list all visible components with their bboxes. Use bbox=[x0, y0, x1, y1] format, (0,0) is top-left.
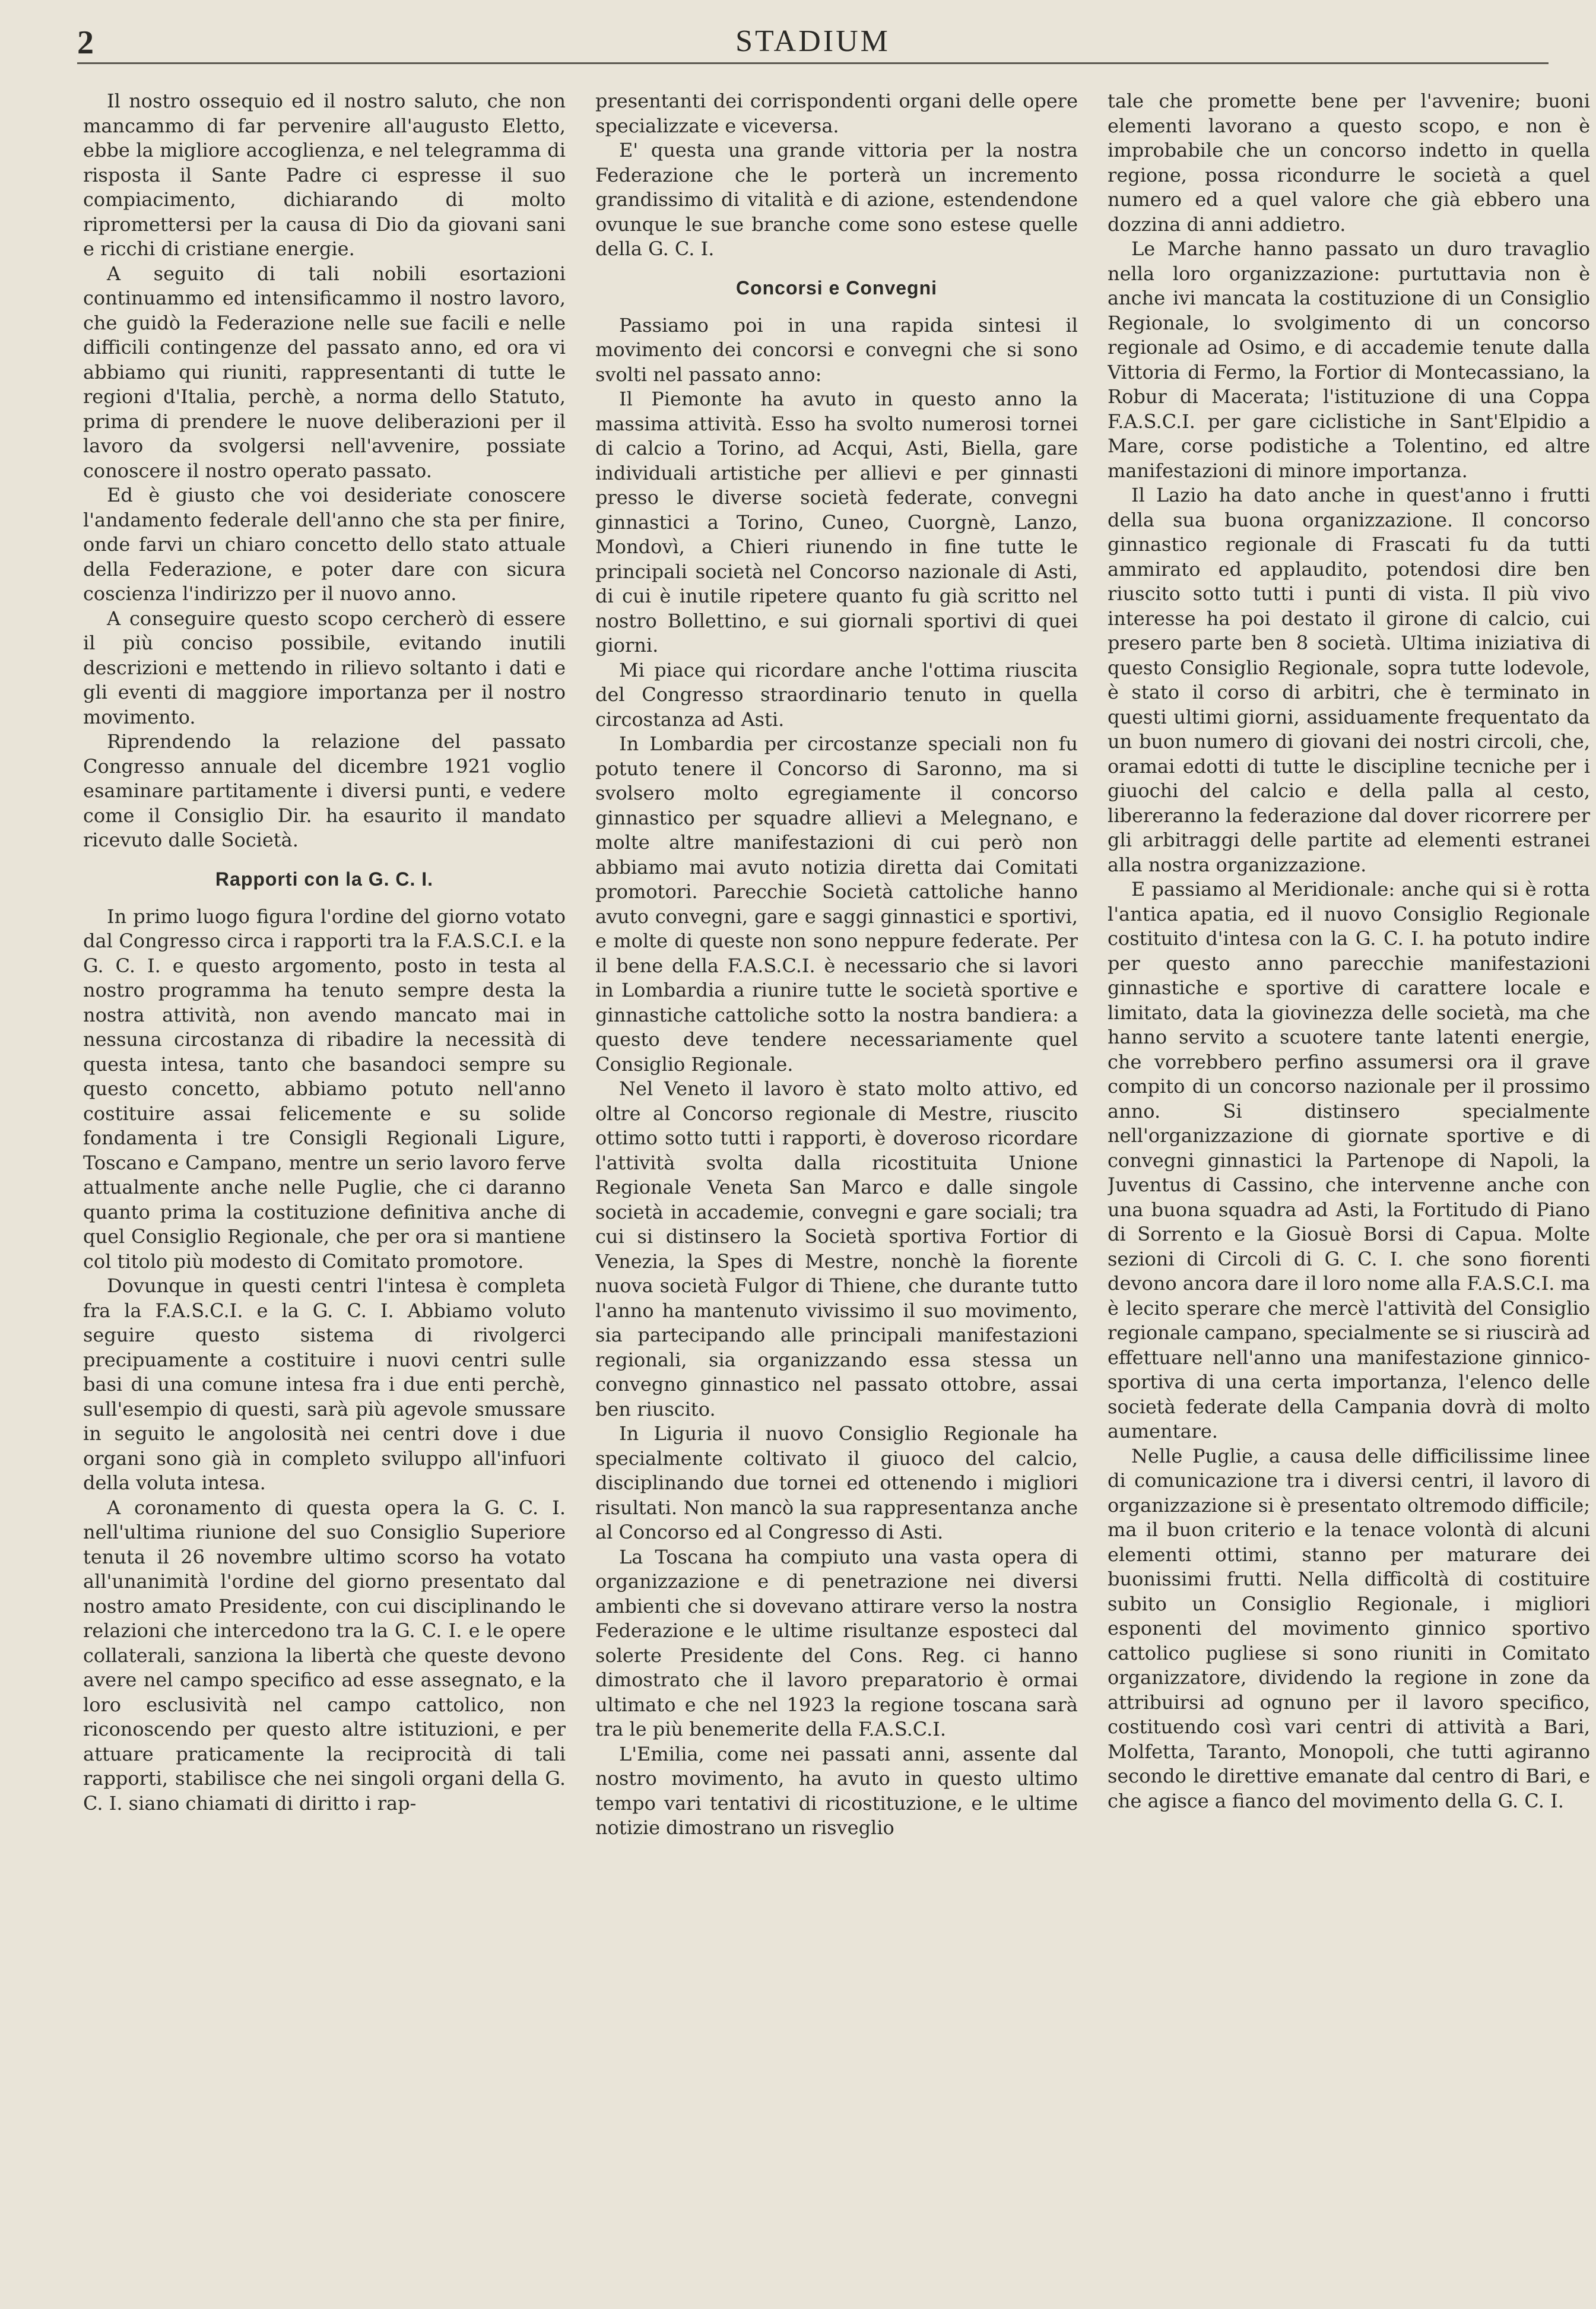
paragraph: L'Emilia, come nei passati anni, assente dal nostro movimento, ha avuto in questo ultimo tempo vari tentativi di ricostituzione, e le ultime notizie dimostrano un risveglio bbox=[595, 1742, 1078, 1839]
paragraph: Il Piemonte ha avuto in questo anno la massima attività. Esso ha svolto numerosi tornei di calcio a Torino, ad Acqui, Asti, Biella, gare individuali artistiche per allievi e per ginnasti presso le diverse società federate, convegni ginnastici a Torino, Cuneo, Cuorgnè, Lanzo, Mondovì, a Chieri riunendo in fine tutte le principali società nel Concorso nazionale di Asti, di cui è inutile ripetere quanto fu già scritto nel nostro Bollettino, e sui giornali sportivi di quei giorni. bbox=[595, 388, 1078, 656]
page-header bbox=[77, 21, 1549, 64]
column-2 bbox=[595, 89, 1078, 2256]
column-1 bbox=[83, 89, 566, 2256]
paragraph: E' questa una grande vittoria per la nostra Federazione che le porterà un incremento grandissimo di vitalità e di azione, estendendone ovunque le sue branche come sono estese quelle della G. C. I. bbox=[595, 139, 1078, 260]
page-number: 2 bbox=[77, 24, 94, 61]
paragraph: Nelle Puglie, a causa delle difficilissime linee di comunicazione tra i diversi centri, il lavoro di organizzazione si è presentato oltremodo difficile; ma il buon criterio e la tenace volontà di alcuni elementi ottimi, stanno per maturare dei buonissimi frutti. Nella difficoltà di costituire subito un Consiglio Regionale, i migliori esponenti del movimento ginnico sportivo cattolico pugliese si sono riuniti in Comitato organizzatore, dividendo la regione in zone da attribuirsi ad ognuno per il lavoro specifico, costituendo così vari centri di attività a Bari, Molfetta, Taranto, Monopoli, che tutti agiranno secondo le direttive emanate dal centro di Bari, e che agisce a fianco del movimento della G. C. I. bbox=[1108, 1444, 1590, 1812]
article-columns bbox=[83, 89, 1591, 2256]
paragraph: presentanti dei corrispondenti organi delle opere specializzate e viceversa. bbox=[595, 90, 1078, 137]
paragraph: Mi piace qui ricordare anche l'ottima riuscita del Congresso straordinario tenuto in quella circostanza ad Asti. bbox=[595, 658, 1078, 731]
paragraph: Ed è giusto che voi desideriate conoscere l'andamento federale dell'anno che sta per finire, onde farvi un chiaro concetto dello stato attuale della Federazione, e poter dare con sicura coscienza l'indirizzo per il nuovo anno. bbox=[83, 484, 566, 605]
paragraph: La Toscana ha compiuto una vasta opera di organizzazione e di penetrazione nei diversi ambienti che si dovevano attirare verso la nostra Federazione e le ultime risultanze esposteci dal solerte Presidente del Cons. Reg. ci hanno dimostrato che il lavoro preparatorio è ormai ultimato e che nel 1923 la regione toscana sarà tra le più benemerite della F.A.S.C.I. bbox=[595, 1545, 1078, 1740]
paragraph: Le Marche hanno passato un duro travaglio nella loro organizzazione: purtuttavia non è anche ivi mancata la costituzione di un Consiglio Regionale, lo svolgimento di un concorso regionale ad Osimo, e di accademie tenute dalla Vittoria di Fermo, la Fortior di Montecassiano, la Robur di Macerata; l'istituzione di una Coppa F.A.S.C.I. per gare ciclistiche in Sant'Elpidio a Mare, corse podistiche a Tolentino, ed altre manifestazioni di minore importanza. bbox=[1108, 237, 1590, 482]
paragraph: Riprendendo la relazione del passato Congresso annuale del dicembre 1921 voglio esaminare partitamente i diversi punti, e vedere come il Consiglio Dir. ha esaurito il mandato ricevuto dalle Società. bbox=[83, 730, 566, 851]
paragraph: A seguito di tali nobili esortazioni continuammo ed intensificammo il nostro lavoro, che guidò la Federazione nelle sue facili e nelle difficili contingenze del passato anno, ed ora vi abbiamo qui riuniti, rappresentanti di tutte le regioni d'Italia, perchè, a norma dello Statuto, prima di prendere le nuove deliberazioni per il lavoro da svolgersi nell'avvenire, possiate conoscere il nostro operato passato. bbox=[83, 262, 566, 482]
paragraph: A coronamento di questa opera la G. C. I. nell'ultima riunione del suo Consiglio Superiore tenuta il 26 novembre ultimo scorso ha votato all'unanimità l'ordine del giorno presentato dal nostro amato Presidente, con cui disciplinando le relazioni che intercedono tra la G. C. I. e le opere collaterali, sanziona la libertà che queste devono avere nel campo specifico ad esse assegnato, e la loro esclusività nel campo cattolico, non riconoscendo per questo altre istituzioni, e per attuare praticamente la reciprocità di tali rapporti, stabilisce che nei singoli organi della G. C. I. siano chiamati di diritto i rap- bbox=[83, 1496, 566, 1815]
paragraph: A conseguire questo scopo cercherò di essere il più conciso possibile, evitando inutili descrizioni e mettendo in rilievo soltanto i dati e gli eventi di maggiore importanza per il nostro movimento. bbox=[83, 607, 566, 728]
section-heading: Rapporti con la G. C. I. bbox=[215, 868, 434, 890]
paragraph: In primo luogo figura l'ordine del giorno votato dal Congresso circa i rapporti tra la F.A.S.C.I. e la G. C. I. e questo argomento, posto in testa al nostro programma ha tenuto sempre desta la nostra attività, non avendo mancato mai in nessuna circostanza di ribadire la necessità di questa intesa, tanto che basandoci sempre su questo concetto, abbiamo potuto nell'anno costituire assai felicemente e su solide fondamenta i tre Consigli Regionali Ligure, Toscano e Campano, mentre un serio lavoro ferve attualmente anche nelle Puglie, che ci daranno quanto prima la costituzione definitiva anche di quel Consiglio Regionale, che per ora si mantiene col titolo più modesto di Comitato promotore. bbox=[83, 905, 566, 1273]
paragraph: Passiamo poi in una rapida sintesi il movimento dei concorsi e convegni che si sono svolti nel passato anno: bbox=[595, 313, 1078, 386]
section-heading: Concorsi e Convegni bbox=[735, 277, 938, 299]
paragraph: In Lombardia per circostanze speciali non fu potuto tenere il Concorso di Saronno, ma si svolsero molto egregiamente il concorso ginnastico per squadre allievi a Melegnano, e molte altre manifestazioni di cui però non abbiamo mai avuto notizia diretta dai Comitati promotori. Parecchie Società cattoliche hanno avuto convegni, gare e saggi ginnastici e sportivi, e molte di queste non sono neppure federate. Per il bene della F.A.S.C.I. è necessario che si lavori in Lombardia a riunire tutte le società sportive e ginnastiche cattoliche sotto la nostra bandiera: a questo deve tendere necessariamente quel Consiglio Regionale. bbox=[595, 732, 1078, 1076]
paragraph: E passiamo al Meridionale: anche qui si è rotta l'antica apatia, ed il nuovo Consiglio Regionale costituito d'intesa con la G. C. I. ha potuto indire per questo anno parecchie manifestazioni ginnastiche e sportive di carattere locale e limitato, data la giovinezza delle società, ma che hanno servito a scuotere tante latenti energie, che vorrebbero perfino assumersi ora il grave compito di un concorso nazionale per il prossimo anno. Si distinsero specialmente nell'organizzazione di giornate sportive e di convegni ginnastici la Partenope di Napoli, la Juventus di Cassino, che intervenne anche con una buona squadra ad Asti, la Fortitudo di Piano di Sorrento e la Giosuè Borsi di Capua. Molte sezioni di Circoli di G. C. I. che sono fiorenti devono ancora dare il loro nome alla F.A.S.C.I. ma è lecito sperare che mercè l'attività del Consiglio regionale campano, specialmente se si riuscirà ad effettuare nell'anno una manifestazione ginnico-sportiva di una certa importanza, l'elenco delle società federate della Campania dovrà di molto aumentare. bbox=[1108, 878, 1590, 1442]
paragraph: Il nostro ossequio ed il nostro saluto, che non mancammo di far pervenire all'augusto Eletto, ebbe la migliore accoglienza, e nel telegramma di risposta il Sante Padre ci espresse il suo compiacimento, dichiarando di molto ripromettersi per la causa di Dio da giovani sani e ricchi di cristiane energie. bbox=[83, 90, 566, 260]
column-3 bbox=[1108, 89, 1590, 2256]
paragraph: tale che promette bene per l'avvenire; buoni elementi lavorano a questo scopo, e non è improbabile che un concorso indetto in quella regione, possa ricondurre le società a quel numero ed a quel valore che già ebbero una dozzina di anni addietro. bbox=[1108, 90, 1590, 236]
paragraph: Il Lazio ha dato anche in quest'anno i frutti della sua buona organizzazione. Il concorso ginnastico regionale di Frascati fu da tutti ammirato ed applaudito, potendosi dire ben riuscito sotto tutti i punti di vista. Il più vivo interesse ha poi destato il girone di calcio, cui presero parte ben 8 società. Ultima iniziativa di questo Consiglio Regionale, sopra tutte lodevole, è stato il corso di arbitri, che è terminato in questi ultimi giorni, assiduamente frequentato da un buon numero di giovani dei nostri circoli, che, oramai edotti di tutte le discipline tecniche per i giuochi del calcio e della palla al cesto, libereranno la federazione dal dover ricorrere per gli arbitraggi delle partite ad elementi estranei alla nostra organizzazione. bbox=[1108, 484, 1590, 876]
journal-title: STADIUM bbox=[735, 24, 890, 58]
paragraph: Dovunque in questi centri l'intesa è completa fra la F.A.S.C.I. e la G. C. I. Abbiamo voluto seguire questo sistema di rivolgerci precipuamente a costituire i nuovi centri sulle basi di una comune intesa fra i due enti perchè, sull'esempio di questi, sarà più agevole smussare in seguito le angolosità nei centri dove i due organi sono già in completo sviluppo all'infuori della voluta intesa. bbox=[83, 1274, 566, 1494]
paragraph: In Liguria il nuovo Consiglio Regionale ha specialmente coltivato il giuoco del calcio, disciplinando due tornei ed ottenendo i migliori risultati. Non mancò la sua rappresentanza anche al Concorso ed al Congresso di Asti. bbox=[595, 1422, 1078, 1543]
paragraph: Nel Veneto il lavoro è stato molto attivo, ed oltre al Concorso regionale di Mestre, riuscito ottimo sotto tutti i rapporti, è doveroso ricordare l'attività svolta dalla ricostituita Unione Regionale Veneta San Marco e dalle singole società in accademie, convegni e gare sociali; tra cui si distinsero la Società sportiva Fortior di Venezia, la Spes di Mestre, nonchè la fiorente nuova società Fulgor di Thiene, che durante tutto l'anno ha mantenuto vivissimo il suo movimento, sia partecipando alle principali manifestazioni regionali, sia organizzando essa stessa un convegno ginnastico nel passato ottobre, assai ben riuscito. bbox=[595, 1077, 1078, 1420]
